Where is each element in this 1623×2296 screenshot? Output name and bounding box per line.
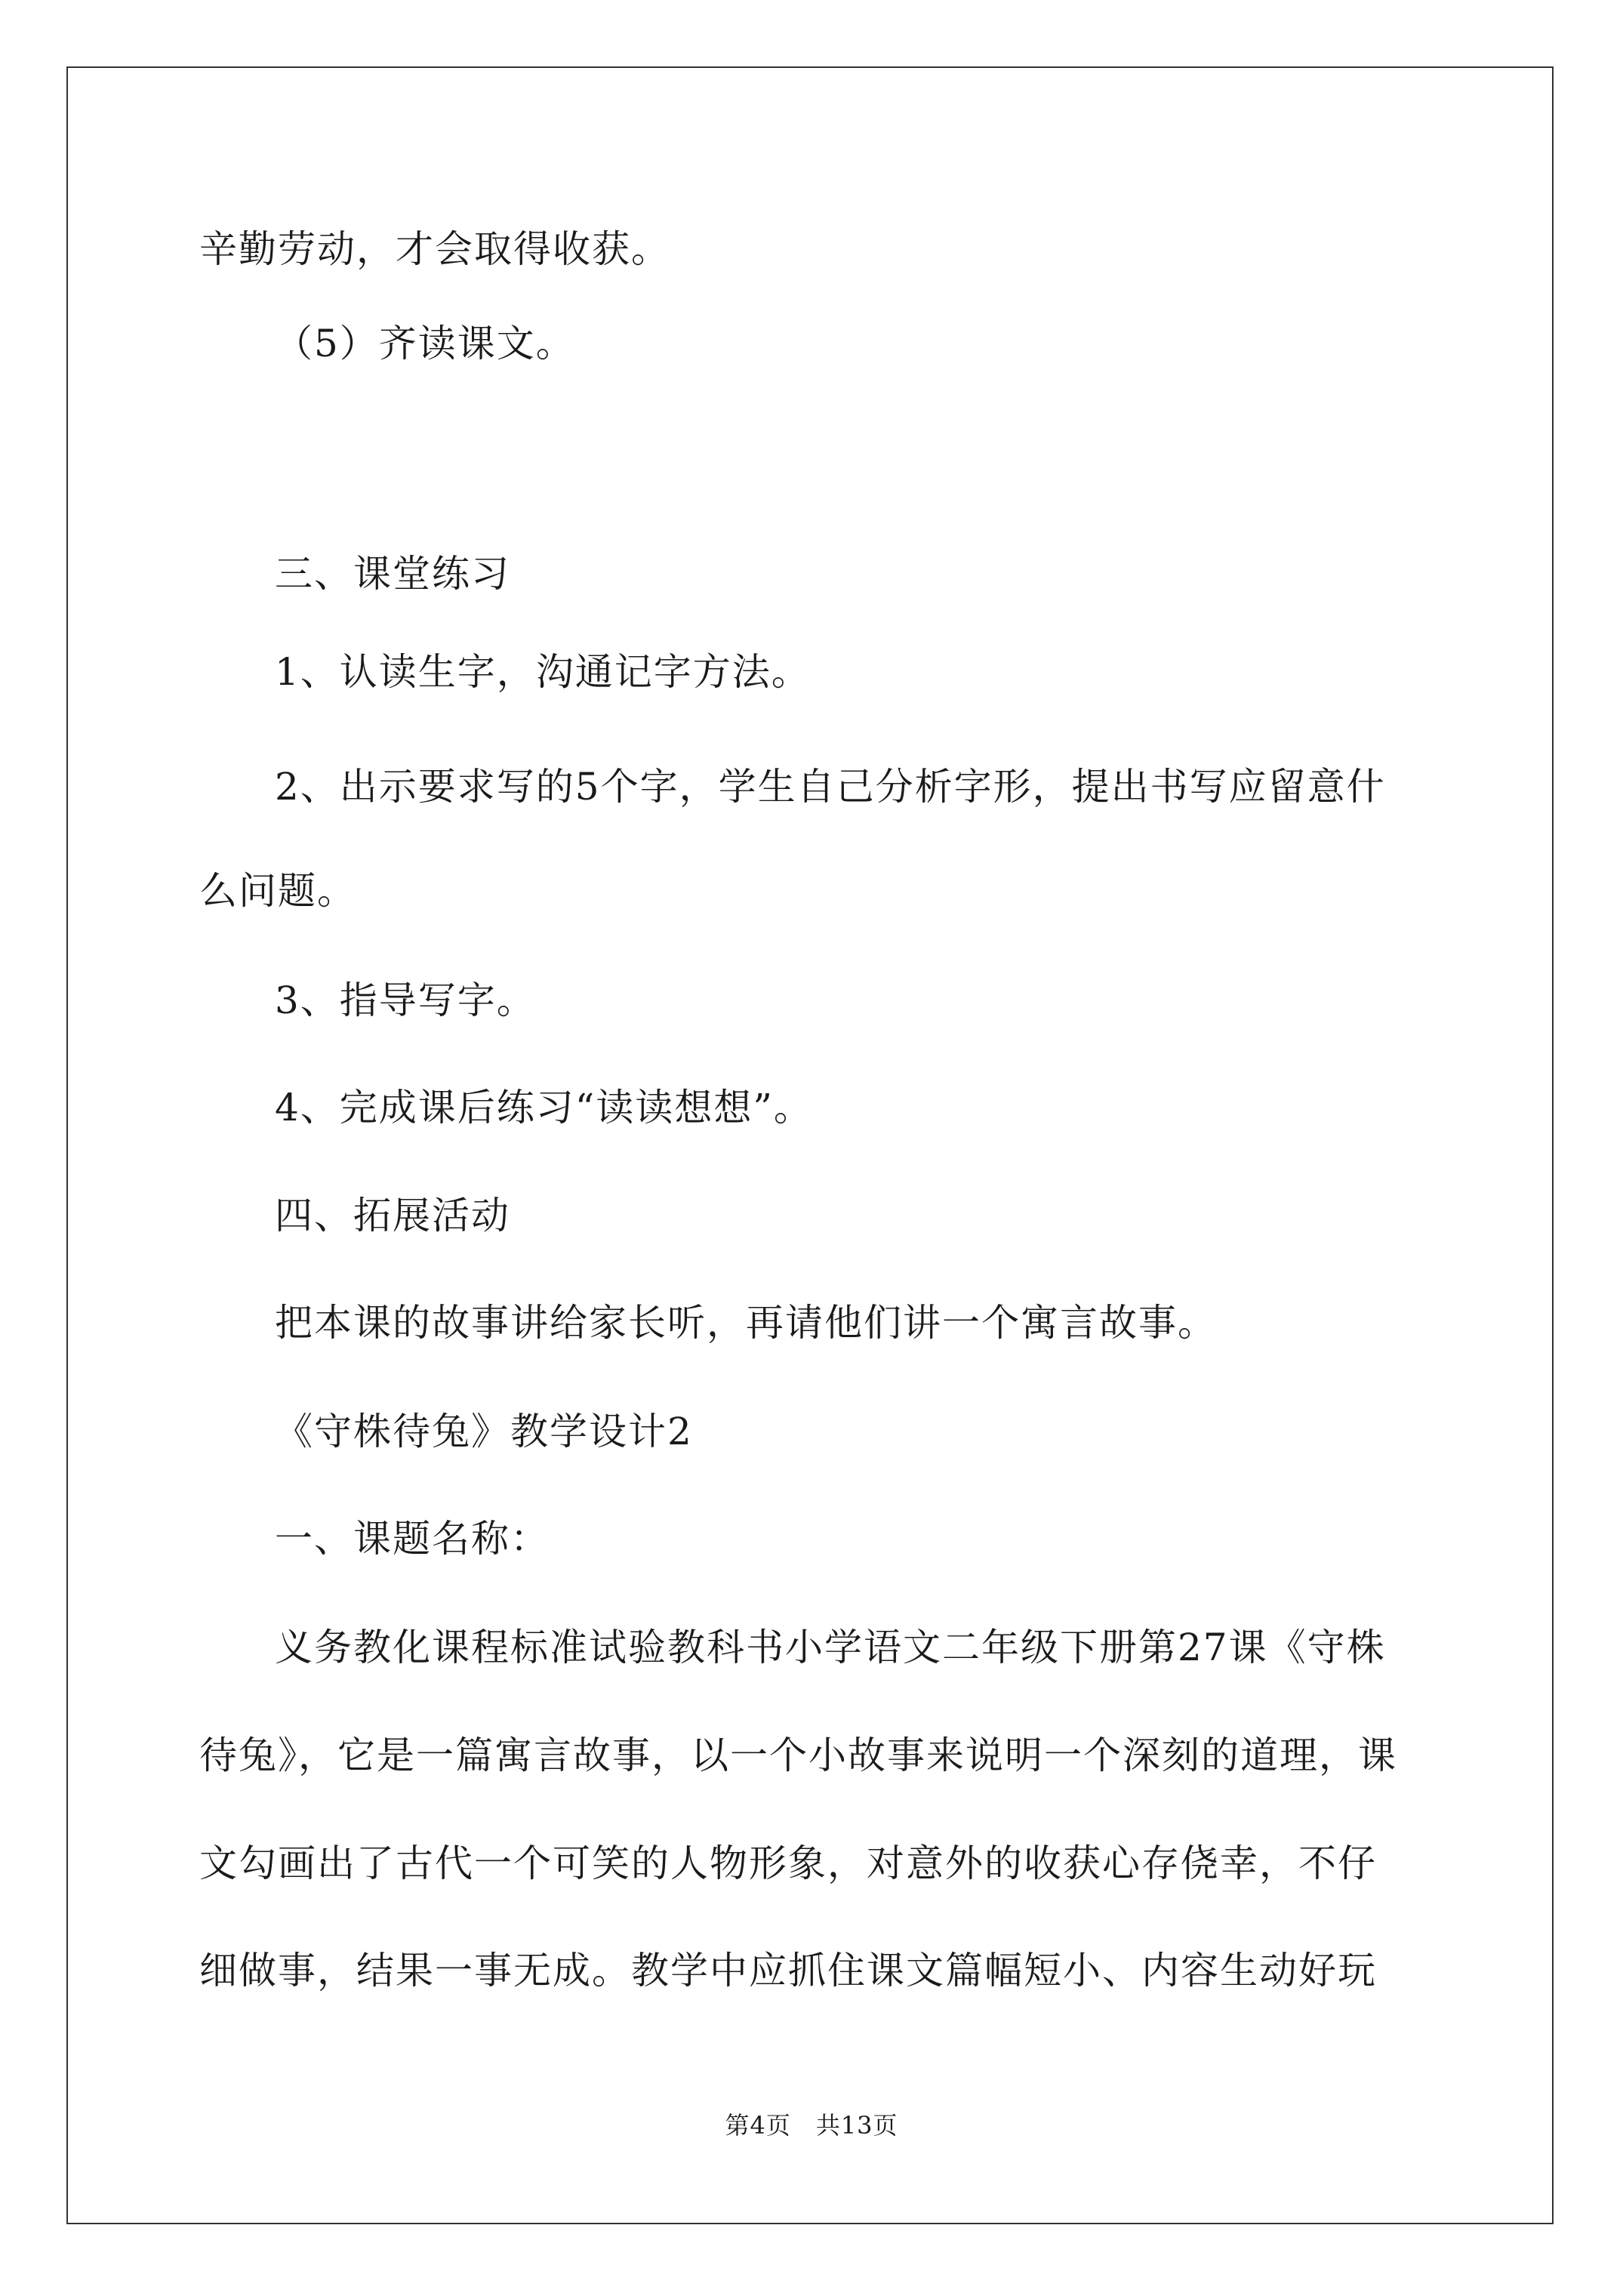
text-line-15: 文勾画出了古代一个可笑的人物形象，对意外的收获心存侥幸，不仔 [199, 1841, 1377, 1885]
page-footer: 第4页 共13页 [725, 2111, 898, 2140]
text-line-16: 细做事，结果一事无成。教学中应抓住课文篇幅短小、内容生动好玩 [199, 1949, 1377, 1992]
text-line-2: （5）齐读课文。 [275, 322, 575, 365]
text-line-7: 3、指导写字。 [275, 978, 536, 1022]
section-heading-3: 三、课堂练习 [275, 552, 510, 596]
text-line-14: 待兔》，它是一篇寓言故事，以一个小故事来说明一个深刻的道理，课 [199, 1734, 1397, 1777]
section-heading-9: 四、拓展活动 [275, 1194, 510, 1237]
text-line-10: 把本课的故事讲给家长听，再请他们讲一个寓言故事。 [275, 1301, 1217, 1345]
text-line-1: 辛勤劳动，才会取得收获。 [199, 227, 670, 271]
text-line-6: 么问题。 [199, 869, 356, 913]
section-title-11: 《守株待兔》教学设计2 [275, 1410, 693, 1453]
text-line-5: 2、出示要求写的5个字，学生自己分析字形，提出书写应留意什 [275, 765, 1386, 809]
text-line-13: 义务教化课程标准试验教科书小学语文二年级下册第27课《守株 [275, 1626, 1386, 1669]
text-line-8: 4、完成课后练习“读读想想”。 [275, 1086, 813, 1130]
section-heading-12: 一、课题名称： [275, 1517, 550, 1561]
page-border [66, 66, 1554, 2224]
text-line-4: 1、认读生字，沟通记字方法。 [275, 650, 811, 694]
